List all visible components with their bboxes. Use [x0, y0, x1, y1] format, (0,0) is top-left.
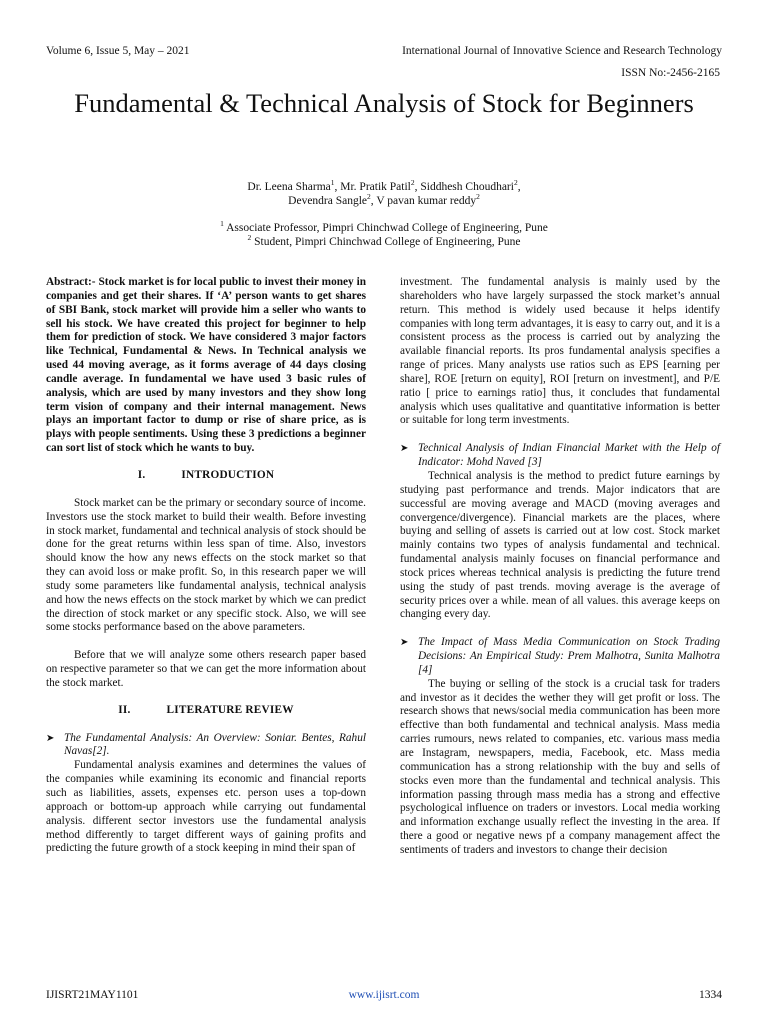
author-affil-mark: 2: [513, 178, 518, 188]
affiliations: [100, 219, 668, 249]
review-item-title: [400, 636, 720, 678]
author-separator: ,: [517, 181, 521, 193]
arrow-bullet-icon: ➤: [400, 443, 409, 455]
intro-paragraph-1: Stock market can be the primary or secondary source of income. Investors use the stock market to build their wealth. Before investing in stock market, fundamental and technical analysis of stock should be done for the great returns within less span of time. Also, investors should know the how any news effects on the stock market so that they can avoid loss or make profit. So, in this research paper we will study some parameters like fundamental analysis, technical analysis and how the news effects on the stock market by which we can predict the direction of stock market or any specific stock. Also, we will see some stocks performance based on the above parameters.: [46, 496, 366, 634]
author-name: Dr. Leena Sharma: [247, 181, 331, 193]
intro-paragraph-2: Before that we will analyze some others research paper based on respective parameter so that we can get the more information about the stock market.: [46, 649, 366, 689]
left-column: [46, 276, 366, 856]
author-affil-mark: 2: [410, 178, 415, 188]
affil-text: Associate Professor, Pimpri Chinchwad College of Engineering, Pune: [223, 222, 548, 234]
review-title-text: The Fundamental Analysis: An Overview: Soniar. Bentes, Rahul Navas[2].: [64, 731, 366, 758]
website-link[interactable]: www.ijisrt.com: [348, 989, 420, 1001]
review-item-body: Technical analysis is the method to predict future earnings by studying past performance and trends. Major indicators that are successful are moving average and MACD (moving averages and convergence/divergence). Financial markets are the places, where buying and selling of assets is carried out at low cost. Stock market mainly contains two types of analysis fundamental and technical. fundamental analysis mainly focuses on financial performance and stock prices whereas technical analysis is predicting the future trend using the study of past trends. moving average is the average of security prices over a while. mean of all values. this average keeps on changing every day.: [400, 469, 720, 621]
author-affil-mark: 2: [367, 192, 371, 202]
author-name: , V pavan kumar reddy: [370, 195, 477, 207]
review-item-body: The buying or selling of the stock is a crucial task for traders and investor as it decides the wether they will get profit or loss. The research shows that news/social media communication has been more effective than both fundamental and technical analysis. Mass media carries rumours, news related to companies, etc. various mass media are Instagram, newspapers, media, Facebook, etc. Mass media communication has a strong relationship with the buy and sells of stocks even more than the fundamental and technical analysis. This information passing through mass media has a strong and effective psychological influence on traders or investors. Local media working and information exchange usually reflect the investing in the area. If there a good or negative news pf a company management affect the sentiments of traders and investors to change their decision: [400, 677, 720, 856]
author-name: Devendra Sangle: [288, 195, 368, 207]
review-item-body: Fundamental analysis examines and determines the values of the companies while examining its economic and financial reports such as liabilities, assets, expenses etc. person uses a top-down approach or bottom-up approach while carrying out fundamental analysis. different sector investors use the fundamental analysis method differently to target different ways of gaining profits and predicting the future growth of a stock keeping in mind their span of: [46, 759, 366, 855]
author-list: [100, 180, 668, 208]
review-item-title: [46, 732, 366, 760]
author-name: , Mr. Pratik Patil: [334, 181, 411, 193]
arrow-bullet-icon: ➤: [46, 732, 55, 744]
review-title-text: Technical Analysis of Indian Financial Market with the Help of Indicator: Mohd Naved [3]: [418, 442, 720, 469]
issn: ISSN No:-2456-2165: [621, 67, 720, 79]
right-column: [400, 276, 720, 858]
volume-issue: Volume 6, Issue 5, May – 2021: [46, 45, 190, 57]
author-affil-mark: 1: [330, 178, 335, 188]
section-heading-introduction: [46, 469, 366, 483]
affil-number: 2: [247, 232, 252, 242]
affiliation-1: [100, 219, 668, 236]
page-number: 1334: [699, 989, 722, 1001]
author-name: , Siddhesh Choudhari: [414, 181, 514, 193]
fundamental-continued-paragraph: investment. The fundamental analysis is mainly used by the shareholders who have largely surpassed the stock market’s annual return. This method is widely used because it helps identify companies with long term advantages, it is easy to carry out, and it is a consistent process as the process is carried out by analyzing the available financial reports. Its pros fundamental analysis specifies a range of prices. Many analysts use ratios such as EPS [earning per share], ROE [return on equity], ROI [return on investment], and P/E ratio [ price to earnings ratio] thus, it concludes that fundamental analysis which uses qualitative and quantitative information is better or suitable for long term investments.: [400, 276, 720, 427]
section-heading-literature-review: [46, 704, 366, 718]
section-number: II.: [118, 703, 131, 716]
affil-number: 1: [220, 219, 224, 229]
affil-text: Student, Pimpri Chinchwad College of Engineering, Pune: [251, 235, 521, 248]
abstract: Abstract:- Stock market is for local public to invest their money in companies and get their shares. If ‘A’ person wants to get shares of SBI Bank, stock market will provide him a seller who wants to sell his stock. We have created this project for beginner to help them for prediction of stock. We have considered 3 major factors like Technical, Fundamental & News. In Technical analysis we used 44 moving average, as it forms average of 44 days closing candle average. In fundamental we have used 3 basic rules of analysis, which are used by many investors and they show long term vision of company and their internal management. News plays an important factor to dump or rise of share price, as is plays with people sentiments. Using these 3 predictions a beginner can sort list of stock which he wants to buy.: [46, 276, 366, 455]
arrow-bullet-icon: ➤: [400, 637, 409, 649]
section-title: INTRODUCTION: [181, 468, 275, 481]
review-item-title: [400, 442, 720, 470]
review-title-text: The Impact of Mass Media Communication on Stock Trading Decisions: An Empirical Study: Prem Malhotra, Sunita Malhotra [4]: [418, 636, 720, 676]
paper-title: Fundamental & Technical Analysis of Stock for Beginners: [74, 88, 694, 118]
paper-code: IJISRT21MAY1101: [46, 989, 139, 1001]
section-title: LITERATURE REVIEW: [166, 703, 294, 716]
affiliation-2: [100, 232, 668, 250]
author-affil-mark: 2: [476, 192, 480, 202]
section-number: I.: [137, 468, 146, 481]
journal-name: International Journal of Innovative Science and Research Technology: [402, 45, 722, 57]
